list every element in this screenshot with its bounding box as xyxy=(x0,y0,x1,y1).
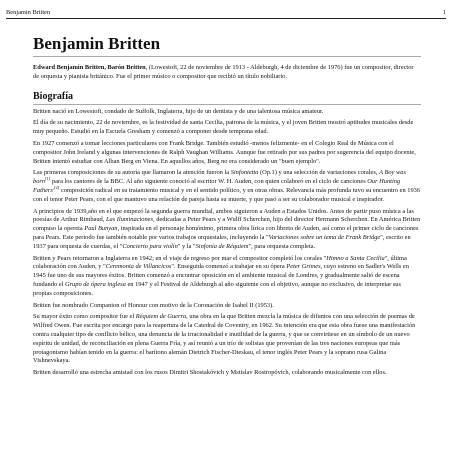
article-body xyxy=(33,34,421,378)
paragraph-text: En 1927 comenzó a tomar lecciones particulares con Frank Bridge. También estudió -menos felizmente- en el Colegio Real de Música con el compositor John Ireland y algunas intervenciones de Ralph Vaughan Williams. Aunque fue retirado por sus padres por sugerencia del equipo docente, Britten intentó estudiar con Alban Berg en Viena. En aquellos años, Berg no era considerado un "buen ejemplo". xyxy=(33,139,416,165)
paragraph-text: composición radical en su tratamiento musical y en el sentido político, y en otras obras. Relevancia más profunda tuvo su encuentro en 1936 con el tenor Peter Pears, con el que mantuvo una relación de pareja hasta su muerte, y que pasó a ser su colaborador musical e inspirador. xyxy=(33,186,421,203)
italic-title: A Boy was born xyxy=(33,169,406,186)
italic-title: Concierto para violín xyxy=(122,242,178,250)
paragraph-text: Su mayor éxito como compositor fue el xyxy=(33,313,136,321)
biography-paragraphs xyxy=(33,108,421,378)
page-number: 1 xyxy=(442,9,446,16)
paragraph-text: en 1947 y el Festival de Aldeburgh al año siguiente con el objetivo, aunque no exclusivo, de interpretar sus propias composiciones. xyxy=(33,280,401,297)
body-paragraph xyxy=(33,169,421,204)
italic-title: Réquiem de Guerra xyxy=(135,313,187,321)
body-paragraph xyxy=(33,313,421,366)
paragraph-text: , dedicadas a Peter Pears y a Wulff Scherchen, hijo del director Hermann Scherchen. En América Britten compuso la opereta xyxy=(33,216,421,233)
italic-title: Paul Bunyan xyxy=(84,225,118,233)
italic-title: Las Iluminaciones xyxy=(105,216,153,224)
paragraph-text: " y la " xyxy=(177,242,196,250)
italic-title: Sinfonía de Réquiem xyxy=(195,242,249,250)
paragraph-text: El día de su nacimiento, 22 de noviembre, es la festividad de santa Cecilia, patrona de la música, y el joven Britten mostró aptitudes musicales desde muy pequeño. Estudió en la Escuela Gresham y comenzó a componer desde temprana edad. xyxy=(33,119,414,136)
body-paragraph xyxy=(33,108,421,117)
paragraph-text: ". Enseguida comenzó a trabajar en su ópera xyxy=(171,263,287,271)
paragraph-text: Britten nació en Lowestoft, condado de Suffolk, Inglaterra, hijo de un dentista y de una talentosa música amateur. xyxy=(33,107,324,115)
body-paragraph xyxy=(33,255,421,299)
italic-title: Variaciones sobre un tema de Frank Bridge xyxy=(268,233,381,241)
running-header xyxy=(6,9,446,19)
paragraph-text: , cuyo estreno en Sadler's Wells en 1945 fue uno de sus mayores éxitos. Britten comenzó a encontrar oposición en el ambiente musical de Londres, y gradualmente salió de escena fundando el xyxy=(33,263,409,288)
article-title: Benjamin Britten xyxy=(33,34,421,57)
section-heading-biografia: Biografía xyxy=(33,91,421,105)
running-header-title: Benjamin Britten xyxy=(6,9,51,16)
intro-paragraph xyxy=(33,64,421,82)
paragraph-text: , inspirada en el personaje homónimo, primera obra lírica con libreto de Auden, así como el primer ciclo de canciones para Pears. Este periodo fue también notable por varios trabajos orquestales, incluyendo la " xyxy=(33,225,419,241)
intro-subject-name: Edward Benjamin Britten, Barón Britten xyxy=(33,64,146,71)
body-paragraph xyxy=(33,208,421,252)
italic-title: Grupo de ópera inglesa xyxy=(64,280,126,288)
paragraph-text: (Op.1) y una selección de variaciones corales, xyxy=(258,169,380,177)
citation-link[interactable]: [1] xyxy=(45,176,51,182)
paragraph-text: , una obra en la que Britten mezcla la música de difuntos con una selección de poemas de Wilfred Owen. Fue escrita por encargo para la reapertura de la Catedral de Coventry, en 1962. Su intención era que esta obra fuese una manifestación contra cualquier tipo de conflicto bélico, una denuncia de la irracionalidad e inutilidad de la guerra, y que se convirtiese en un símbolo de un nuevo espíritu de unidad, de reconciliación en plena Guerra Fría, y así reunió a un trío de solistas que provenían de las tres naciones europeas que más protagonismo habían tenido en la guerra: el barítono alemán Dietrich Fischer-Dieskau, el tenor inglés Peter Pears y la soprano rusa Galina Vishnevskaya. xyxy=(33,313,416,365)
italic-title: Sinfonietta xyxy=(230,169,259,177)
body-paragraph xyxy=(33,302,421,311)
paragraph-text: Britten y Pears retornaron a Inglaterra en 1942; en el viaje de regreso por mar el compositor completó los corales " xyxy=(33,254,327,262)
italic-title: Our Hunting Fathers xyxy=(33,178,401,194)
paragraph-text: ", para orquesta completa. xyxy=(248,242,316,250)
paragraph-text: Las primeras composiciones de su autoría que llamaron la atención fueron la xyxy=(33,169,231,177)
paragraph-text: ", escrito en 1937 para orquesta de cuerdas, el " xyxy=(33,233,411,250)
paragraph-text: Britten desarrolló una estrecha amistad con los rusos Dimitri Shostakóvich y Mstislav Rostropóvich, colaborando musicalmente con ellos. xyxy=(33,369,387,377)
paragraph-text: para los cantores de la BBC. Al año siguiente conoció al escritor W. H. Auden, con quien colaboró en el ciclo de canciones xyxy=(50,178,368,186)
body-paragraph xyxy=(33,119,421,137)
citation-link[interactable]: ,[2] xyxy=(52,184,60,190)
italic-title: Peter Grimes xyxy=(286,263,321,271)
paragraph-text: Britten fue nombrado Companion of Honour con motivo de la Coronación de Isabel II (1953). xyxy=(33,301,274,309)
body-paragraph xyxy=(33,140,421,166)
paragraph-text: ", última colaboración con Auden, y " xyxy=(33,254,407,271)
italic-title: Himno a Santa Cecilia xyxy=(326,254,385,262)
intro-text: , (Lowestoft, 22 de noviembre de 1913 - Aldeburgh, 4 de diciembre de 1976) fue un compositor, director de orquesta y pianista británico. Fue el primer músico o compositor que recibió un título nobiliario. xyxy=(33,64,414,80)
paragraph-text: A principios de 1939,año en el que empezó la segunda guerra mundial, ambos siguieron a Auden a Estados Unidos. Antes de partir puso música a las poesías de Arthur Rimbaud, xyxy=(33,207,414,224)
body-paragraph xyxy=(33,369,421,378)
italic-title: Ceremonia de Villancicos xyxy=(105,263,172,271)
